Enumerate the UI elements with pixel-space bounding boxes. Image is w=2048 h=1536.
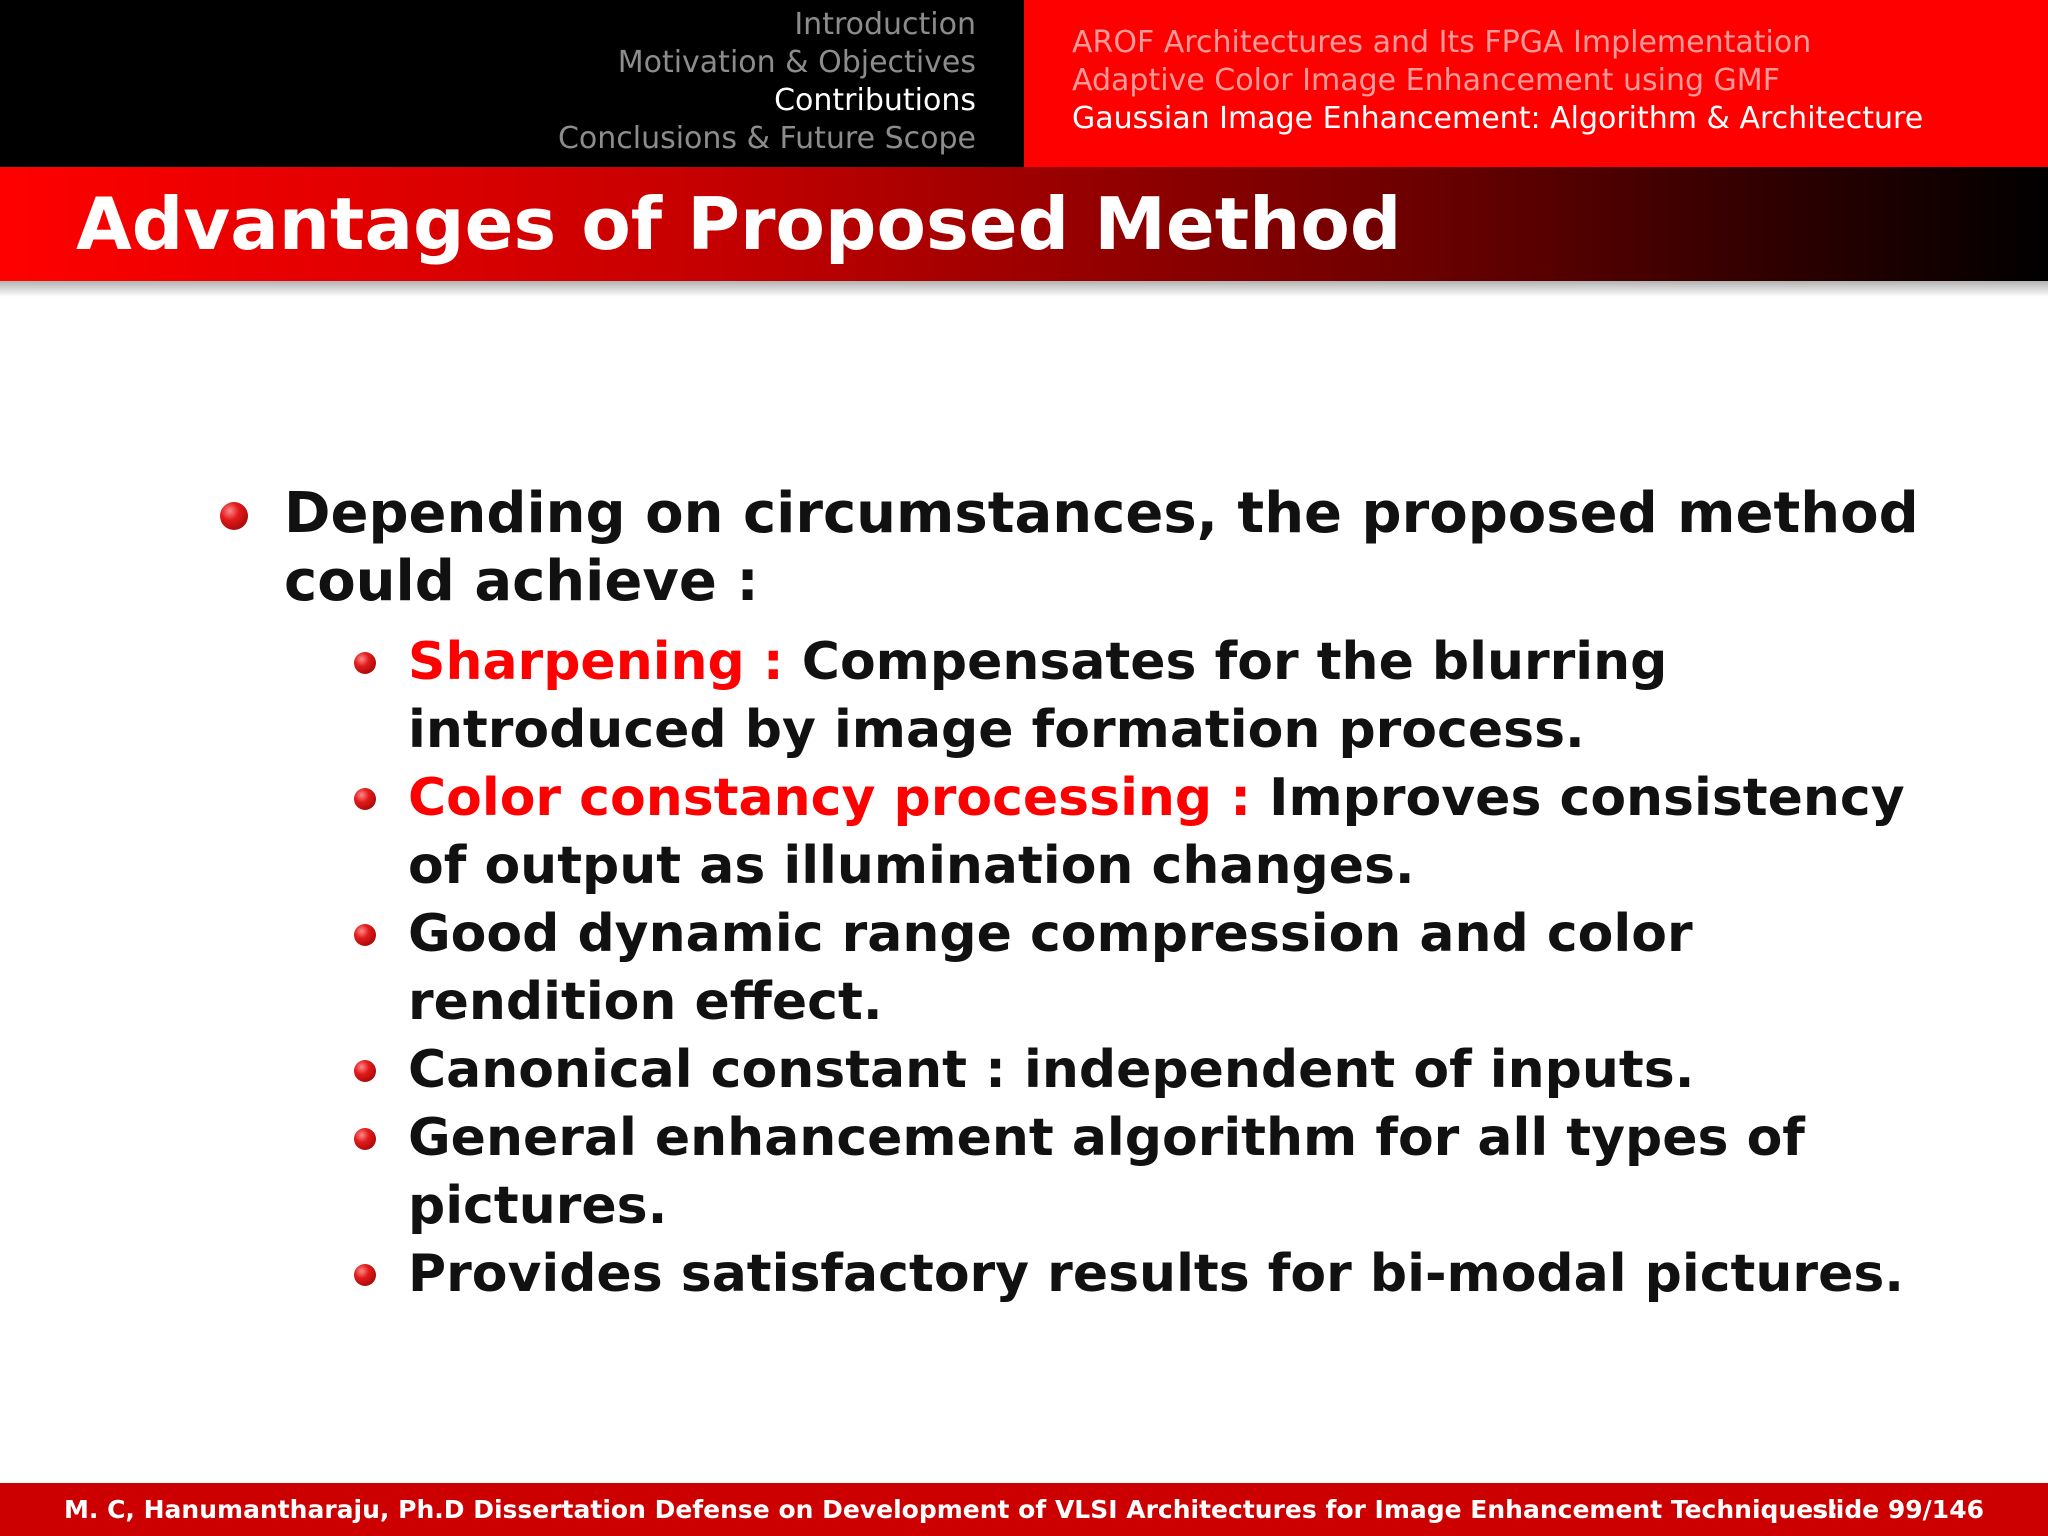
sub-bullet-list <box>220 628 1940 1308</box>
slide-number: slide 99/146 <box>1812 1495 1984 1524</box>
sphere-bullet-icon <box>354 1128 376 1150</box>
sub-bullet-highlight: Sharpening : <box>408 632 784 692</box>
subsection-link-arof[interactable]: AROF Architectures and Its FPGA Implementation <box>1072 25 1812 60</box>
sub-bullet-text: Compensates for the blurring introduced by image formation process. <box>408 632 1668 760</box>
sphere-bullet-icon <box>354 788 376 810</box>
main-bullet-text: Depending on circumstances, the proposed method could achieve : <box>284 481 1919 614</box>
sphere-bullet-icon <box>354 652 376 674</box>
footer-author-title: M. C, Hanumantharaju, Ph.D Dissertation Defense on Development of VLSI Architectures for Image Enhancement Techniques: <box>64 1495 1839 1524</box>
subsection-navigation <box>1024 0 2048 167</box>
sub-bullet-item <box>408 1240 1940 1308</box>
section-link-contributions[interactable]: Contributions <box>774 83 976 118</box>
sub-bullet-text: Improves consistency of output as illumination changes. <box>408 768 1905 896</box>
sphere-bullet-icon <box>354 924 376 946</box>
sphere-bullet-icon <box>220 502 248 530</box>
slide-footer <box>0 1483 2048 1536</box>
sub-bullet-highlight: Color constancy processing : <box>408 768 1252 828</box>
sphere-bullet-icon <box>354 1060 376 1082</box>
sub-bullet-item <box>408 1104 1940 1240</box>
beamer-header <box>0 0 2048 167</box>
title-shadow <box>0 281 2048 297</box>
sub-bullet-text: General enhancement algorithm for all types of pictures. <box>408 1108 1805 1236</box>
sub-bullet-item <box>408 900 1940 1036</box>
sub-bullet-text: Provides satisfactory results for bi-modal pictures. <box>408 1244 1905 1304</box>
sub-bullet-item <box>408 764 1940 900</box>
section-link-conclusions[interactable]: Conclusions & Future Scope <box>557 121 976 156</box>
subsection-link-adaptive-color[interactable]: Adaptive Color Image Enhancement using GMF <box>1072 63 1780 98</box>
frame-title: Advantages of Proposed Method <box>76 182 1402 266</box>
sub-bullet-text: Good dynamic range compression and color rendition effect. <box>408 904 1693 1032</box>
sub-bullet-text: Canonical constant : independent of inputs. <box>408 1040 1695 1100</box>
slide-content <box>220 480 1940 1308</box>
frame-title-bar <box>0 167 2048 281</box>
sub-bullet-item <box>408 628 1940 764</box>
section-navigation <box>0 0 1024 167</box>
sub-bullet-item <box>408 1036 1940 1104</box>
main-bullet-item <box>220 480 1940 616</box>
subsection-link-gaussian[interactable]: Gaussian Image Enhancement: Algorithm & Architecture <box>1072 101 1924 136</box>
section-link-motivation[interactable]: Motivation & Objectives <box>617 45 976 80</box>
sphere-bullet-icon <box>354 1264 376 1286</box>
section-link-introduction[interactable]: Introduction <box>794 7 976 42</box>
